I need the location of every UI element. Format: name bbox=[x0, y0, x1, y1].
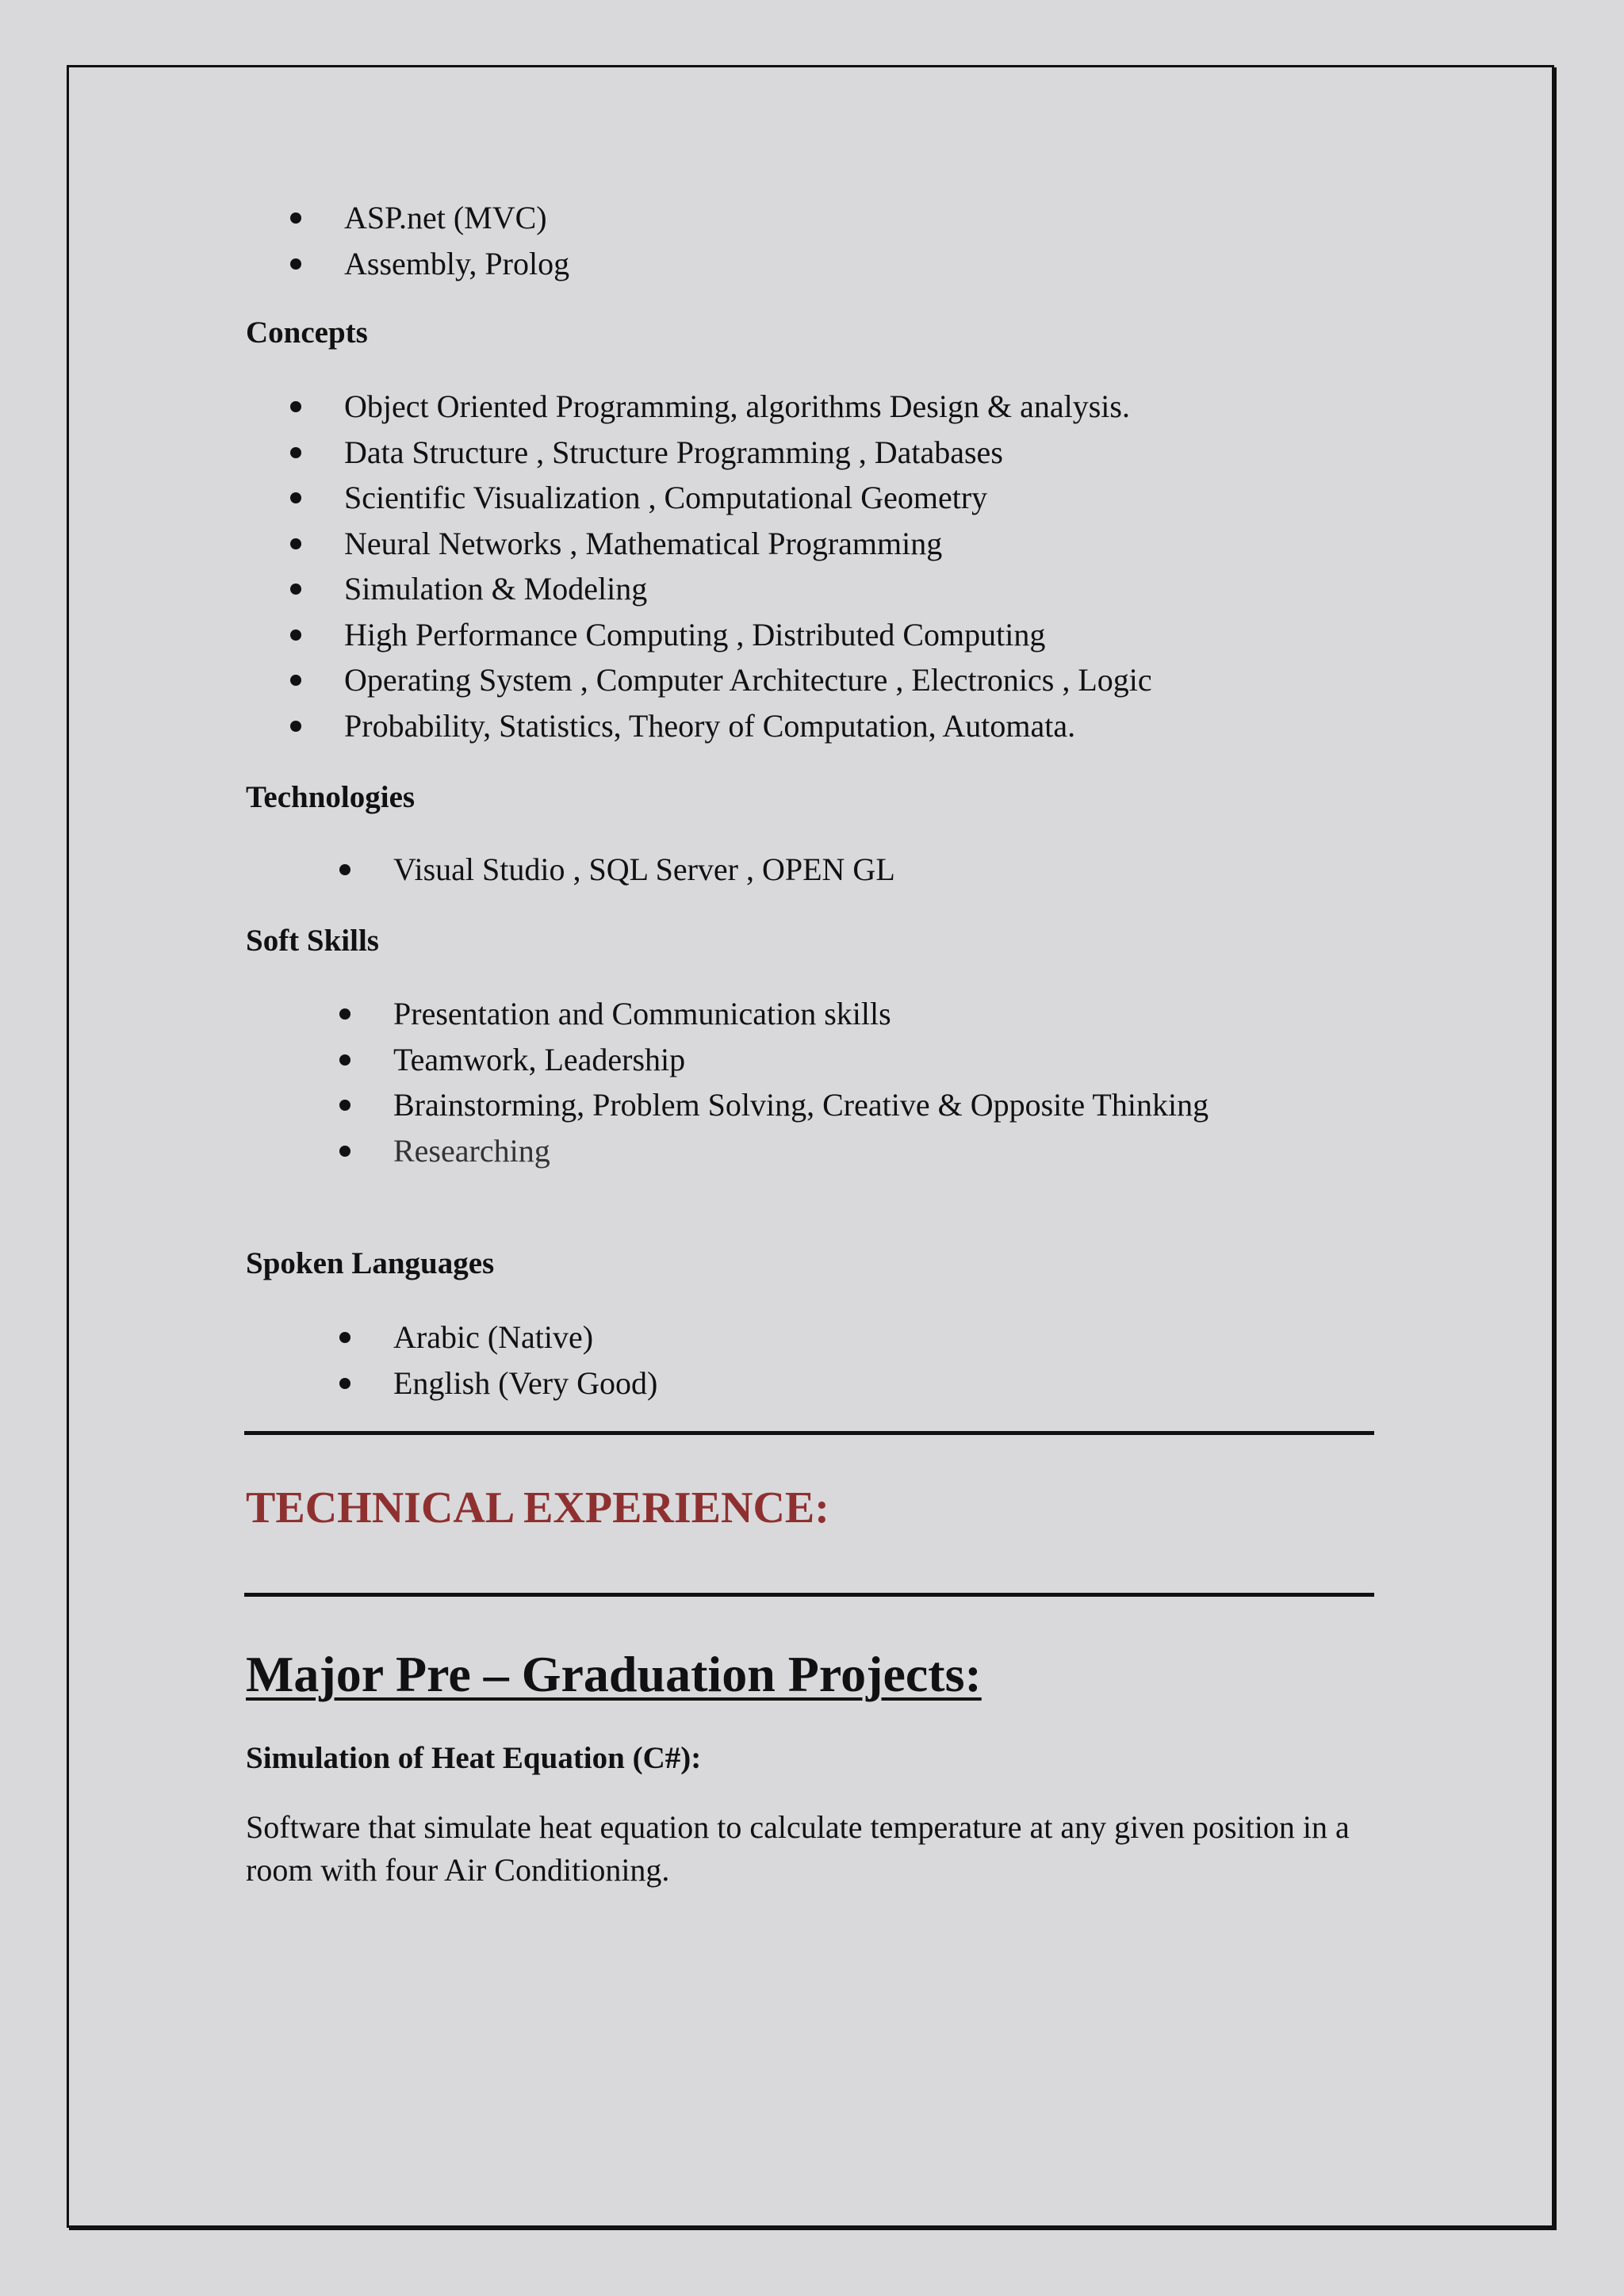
list-item: Brainstorming, Problem Solving, Creative & Opposite Thinking bbox=[393, 1082, 1208, 1128]
list-item: Operating System , Computer Architecture , Electronics , Logic bbox=[344, 657, 1152, 703]
project-description: Software that simulate heat equation to calculate temperature at any given position in a room with four Air Conditioning. bbox=[246, 1809, 1350, 1888]
bullet-icon bbox=[290, 629, 301, 641]
bullet-icon bbox=[339, 1100, 350, 1111]
bullet-icon bbox=[339, 1008, 350, 1020]
list-item: High Performance Computing , Distributed Computing bbox=[344, 612, 1152, 658]
list-item: Teamwork, Leadership bbox=[393, 1037, 1208, 1083]
bullet-icon bbox=[290, 447, 301, 458]
bullet-icon bbox=[290, 584, 301, 595]
bullet-icon bbox=[290, 258, 301, 270]
programming-list bbox=[344, 195, 569, 286]
section-divider-top bbox=[244, 1431, 1374, 1435]
list-item: Scientific Visualization , Computational Geometry bbox=[344, 475, 1152, 521]
list-item: Probability, Statistics, Theory of Computation, Automata. bbox=[344, 703, 1152, 749]
bullet-icon bbox=[339, 1332, 350, 1343]
technical-experience-title: TECHNICAL EXPERIENCE: bbox=[246, 1483, 829, 1533]
list-item: Data Structure , Structure Programming , Databases bbox=[344, 430, 1152, 476]
bullet-icon bbox=[290, 492, 301, 503]
bullet-icon bbox=[339, 864, 350, 875]
bullet-icon bbox=[290, 212, 301, 224]
soft-skills-heading: Soft Skills bbox=[246, 924, 379, 958]
soft-skills-list bbox=[393, 991, 1208, 1173]
list-item: Arabic (Native) bbox=[393, 1314, 657, 1360]
concepts-list bbox=[344, 384, 1152, 748]
list-item: English (Very Good) bbox=[393, 1360, 657, 1406]
list-item: Object Oriented Programming, algorithms Design & analysis. bbox=[344, 384, 1152, 430]
bullet-icon bbox=[290, 401, 301, 412]
technologies-list bbox=[393, 847, 895, 893]
spoken-languages-heading: Spoken Languages bbox=[246, 1246, 495, 1280]
concepts-heading: Concepts bbox=[246, 316, 368, 350]
list-item: Presentation and Communication skills bbox=[393, 991, 1208, 1037]
list-item: Researching bbox=[393, 1128, 1208, 1174]
bullet-icon bbox=[290, 675, 301, 686]
list-item: ASP.net (MVC) bbox=[344, 195, 569, 241]
section-divider-bottom bbox=[244, 1593, 1374, 1597]
list-item: Assembly, Prolog bbox=[344, 241, 569, 287]
list-item: Visual Studio , SQL Server , OPEN GL bbox=[393, 847, 895, 893]
bullet-icon bbox=[290, 721, 301, 732]
list-item: Simulation & Modeling bbox=[344, 566, 1152, 612]
projects-title: Major Pre – Graduation Projects: bbox=[246, 1646, 982, 1702]
bullet-icon bbox=[290, 538, 301, 549]
list-item: Neural Networks , Mathematical Programming bbox=[344, 521, 1152, 567]
bullet-icon bbox=[339, 1378, 350, 1389]
bullet-icon bbox=[339, 1146, 350, 1157]
bullet-icon bbox=[339, 1054, 350, 1066]
project-name: Simulation of Heat Equation (C#): bbox=[246, 1741, 702, 1775]
spoken-languages-list bbox=[393, 1314, 657, 1406]
technologies-heading: Technologies bbox=[246, 780, 416, 814]
